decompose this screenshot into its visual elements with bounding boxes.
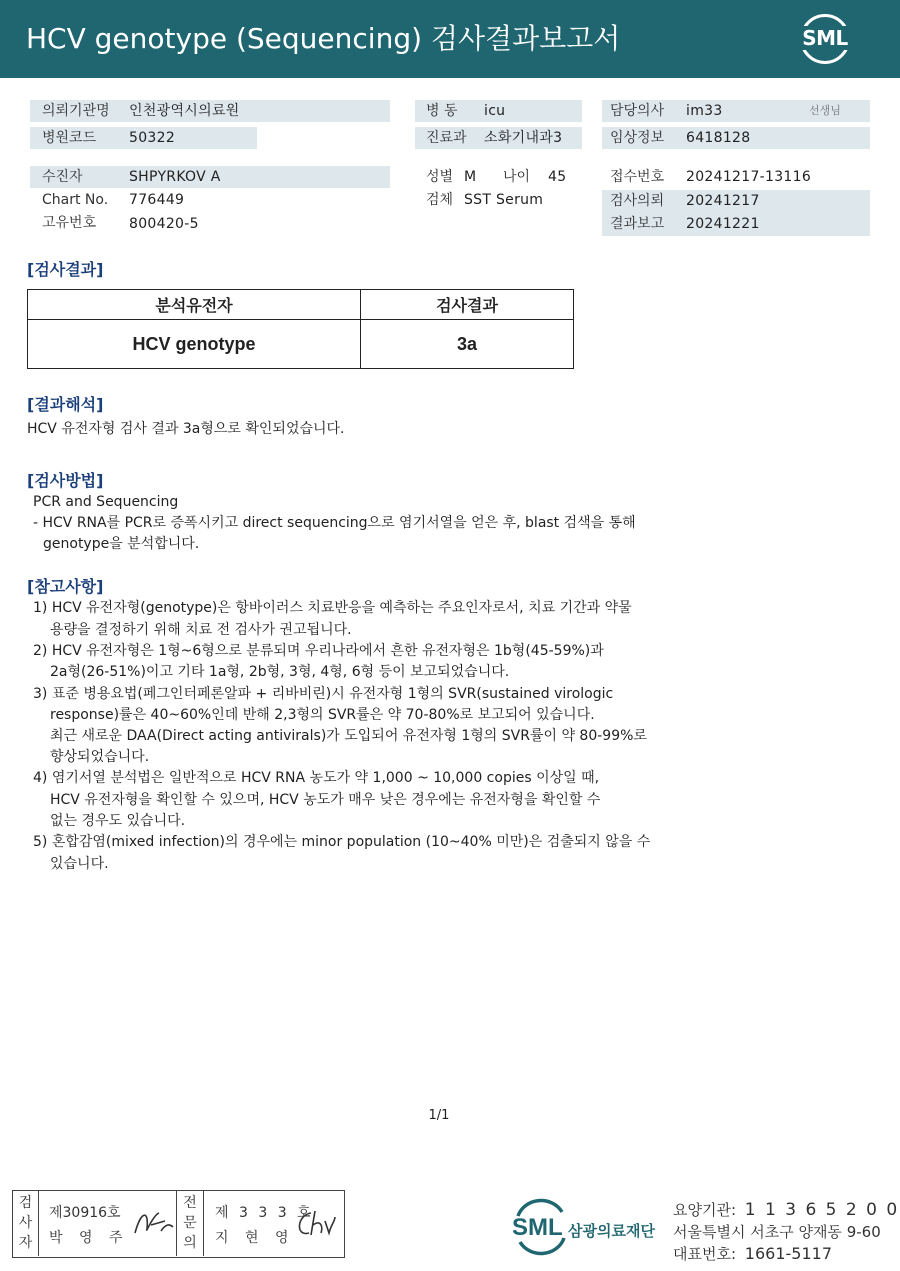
result-table xyxy=(27,289,574,369)
specialist-label: 전문의 xyxy=(176,1191,204,1256)
age-value: 45 xyxy=(548,169,567,185)
note-line: 향상되었습니다. xyxy=(50,749,150,765)
footer-address: 서울특별시 서초구 양재동 9-60 xyxy=(673,1223,881,1241)
note-line: 2a형(26-51%)이고 기타 1a형, 2b형, 3형, 4형, 6형 등이 보고되었습니다. xyxy=(50,664,510,680)
specialist-signature xyxy=(293,1207,337,1241)
doctor-value: im33 xyxy=(686,103,723,119)
note-line: 없는 경우도 있습니다. xyxy=(50,813,186,829)
footer-org: 삼광의료재단 xyxy=(568,1222,655,1240)
method-line: genotype을 분석합니다. xyxy=(43,536,200,552)
result-cell: 3a xyxy=(361,320,574,369)
sml-logo-text: SML xyxy=(796,26,854,50)
clinical-label: 임상정보 xyxy=(610,130,665,146)
hospital-value: 인천광역시의료원 xyxy=(129,103,240,119)
inst-code-value: 1 1 3 6 5 2 0 0 xyxy=(744,1200,900,1220)
note-line: 2) HCV 유전자형은 1형~6형으로 분류되며 우리나라에서 흔한 유전자형은 1b형(45-59%)과 xyxy=(33,643,604,659)
method-heading: [검사방법] xyxy=(27,471,104,490)
hospital-label: 의뢰기관명 xyxy=(42,103,110,119)
note-line: 있습니다. xyxy=(50,856,109,872)
report-label: 결과보고 xyxy=(610,216,665,232)
age-label: 나이 xyxy=(503,169,531,185)
request-value: 20241217 xyxy=(686,193,760,209)
specialist-number: 제 3 3 3 호 xyxy=(215,1205,314,1221)
examiner-name: 박 영 주 xyxy=(49,1230,129,1246)
examiner-label: 검사자 xyxy=(13,1191,39,1256)
inst-code-row xyxy=(673,1199,899,1220)
patient-label: 수진자 xyxy=(42,169,83,185)
chart-value: 776449 xyxy=(129,192,185,208)
clinical-value: 6418128 xyxy=(686,130,751,146)
col-result-header: 검사결과 xyxy=(361,290,574,320)
gene-cell: HCV genotype xyxy=(28,320,361,369)
report-value: 20241221 xyxy=(686,216,760,232)
sex-value: M xyxy=(464,169,477,185)
sml-logo xyxy=(796,14,854,66)
patient-value: SHPYRKOV A xyxy=(129,169,221,185)
note-line: 5) 혼합감염(mixed infection)의 경우에는 minor population (10~40% 미만)은 검출되지 않을 수 xyxy=(33,834,651,850)
interpretation-heading: [결과해석] xyxy=(27,395,104,414)
note-line: response)률은 40~60%인데 반해 2,3형의 SVR률은 약 70-80%로 보고되어 있습니다. xyxy=(50,707,595,723)
phone-value: 1661-5117 xyxy=(744,1244,833,1263)
specialist-name: 지 현 영 xyxy=(215,1230,295,1246)
examiner-signature xyxy=(131,1205,175,1239)
method-line: PCR and Sequencing xyxy=(33,494,179,510)
note-line: 최근 새로운 DAA(Direct acting antivirals)가 도입되어 유전자형 1형의 SVR률이 약 80-99%로 xyxy=(50,728,647,744)
note-line: 1) HCV 유전자형(genotype)은 항바이러스 치료반응을 예측하는 주요인자로서, 치료 기간과 약물 xyxy=(33,600,632,616)
results-heading: [검사결과] xyxy=(27,260,104,279)
phone-row xyxy=(673,1243,832,1264)
chart-label: Chart No. xyxy=(42,192,109,208)
examiner-number: 제30916호 xyxy=(49,1205,121,1221)
col-gene-header: 분석유전자 xyxy=(28,290,361,320)
receipt-value: 20241217-13116 xyxy=(686,169,812,185)
notes-heading: [참고사항] xyxy=(27,577,104,596)
dept-label: 진료과 xyxy=(426,130,467,146)
ward-value: icu xyxy=(484,103,506,119)
specimen-label: 검체 xyxy=(426,192,454,208)
method-line: - HCV RNA를 PCR로 증폭시키고 direct sequencing으로 염기서열을 얻은 후, blast 검색을 통해 xyxy=(33,515,636,531)
receipt-label: 접수번호 xyxy=(610,169,665,185)
note-line: 3) 표준 병용요법(페그인터페론알파 + 리바비린)시 유전자형 1형의 SVR(sustained virologic xyxy=(33,686,614,702)
request-label: 검사의뢰 xyxy=(610,193,665,209)
signature-box xyxy=(12,1190,345,1258)
specimen-value: SST Serum xyxy=(464,192,544,208)
code-value: 50322 xyxy=(129,130,176,146)
doctor-suffix: 선생님 xyxy=(809,104,841,117)
footer-logo-text: SML xyxy=(512,1214,563,1241)
interpretation-text: HCV 유전자형 검사 결과 3a형으로 확인되었습니다. xyxy=(27,421,345,437)
doctor-label: 담당의사 xyxy=(610,103,665,119)
report-title: HCV genotype (Sequencing) 검사결과보고서 xyxy=(26,22,621,55)
inst-code-label: 요양기관: xyxy=(673,1201,737,1219)
note-line: 4) 염기서열 분석법은 일반적으로 HCV RNA 농도가 약 1,000 ~ 10,000 copies 이상일 때, xyxy=(33,770,600,786)
note-line: HCV 유전자형을 확인할 수 있으며, HCV 농도가 매우 낮은 경우에는 유전자형을 확인할 수 xyxy=(50,792,601,808)
note-line: 용량을 결정하기 위해 치료 전 검사가 권고됩니다. xyxy=(50,622,352,638)
page-number: 1/1 xyxy=(428,1108,450,1123)
id-value: 800420-5 xyxy=(129,216,199,232)
dept-value: 소화기내과3 xyxy=(484,130,563,146)
sex-label: 성별 xyxy=(426,169,454,185)
ward-label: 병 동 xyxy=(426,103,458,119)
code-label: 병원코드 xyxy=(42,130,97,146)
phone-label: 대표번호: xyxy=(673,1245,737,1263)
id-label: 고유번호 xyxy=(42,215,97,231)
